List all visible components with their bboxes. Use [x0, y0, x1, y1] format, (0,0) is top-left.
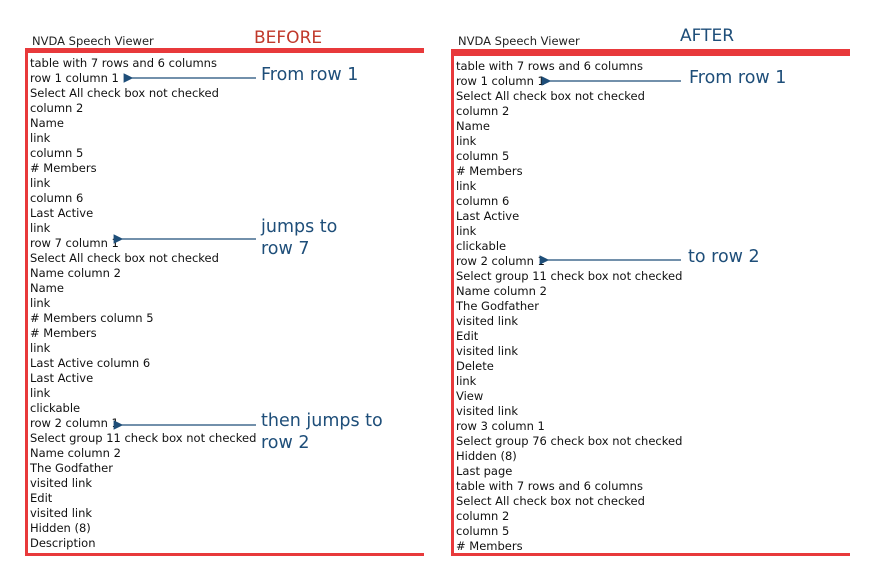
before-speech-line: Name column 2: [30, 446, 121, 460]
before-annotation-then-jumps-to: then jumps to: [261, 411, 383, 431]
before-speech-line: link: [30, 386, 51, 400]
before-speech-line: Select All check box not checked: [30, 251, 219, 265]
before-label: BEFORE: [254, 28, 323, 48]
after-speech-line: The Godfather: [456, 299, 539, 313]
after-speech-line: Last page: [456, 464, 513, 478]
after-speech-line: visited link: [456, 344, 519, 358]
before-speech-line: link: [30, 296, 51, 310]
before-window-title: NVDA Speech Viewer: [32, 34, 154, 48]
after-speech-line: row 3 column 1: [456, 419, 545, 433]
after-annotation-from-row-1: From row 1: [689, 68, 787, 88]
after-speech-line: Select All check box not checked: [456, 89, 645, 103]
after-speech-line: # Members: [456, 164, 523, 178]
before-annotation-row-2: row 2: [261, 433, 310, 453]
before-speech-line: Description: [30, 536, 96, 550]
after-speech-line: visited link: [456, 314, 519, 328]
before-speech-line: Select group 11 check box not checked: [30, 431, 257, 445]
after-speech-line: # Members: [456, 539, 523, 553]
before-speech-line: row 7 column 1: [30, 236, 119, 250]
after-annotation-to-row-2: to row 2: [688, 247, 760, 267]
before-speech-line: visited link: [30, 476, 93, 490]
before-speech-line: link: [30, 176, 51, 190]
before-speech-line: link: [30, 221, 51, 235]
after-speech-line: Last Active: [456, 209, 520, 223]
after-speech-line: column 5: [456, 149, 510, 163]
after-speech-line: Edit: [456, 329, 479, 343]
after-speech-line: Select group 11 check box not checked: [456, 269, 683, 283]
before-speech-line: row 1 column 1: [30, 71, 119, 85]
after-window-title: NVDA Speech Viewer: [458, 34, 580, 48]
after-speech-line: Hidden (8): [456, 449, 517, 463]
before-speech-line: clickable: [30, 401, 81, 415]
after-speech-line: link: [456, 179, 477, 193]
after-speech-line: column 5: [456, 524, 510, 538]
after-speech-line: row 1 column 1: [456, 74, 545, 88]
before-speech-line: Select All check box not checked: [30, 86, 219, 100]
after-speech-line: row 2 column 1: [456, 254, 545, 268]
before-speech-line: Name column 2: [30, 266, 121, 280]
after-speech-line: clickable: [456, 239, 507, 253]
after-speech-line: link: [456, 134, 477, 148]
before-speech-line: The Godfather: [30, 461, 113, 475]
before-speech-line: Last Active column 6: [30, 356, 151, 370]
before-speech-line: # Members: [30, 161, 97, 175]
before-speech-line: table with 7 rows and 6 columns: [30, 56, 217, 70]
after-speech-line: Name column 2: [456, 284, 547, 298]
before-speech-line: # Members: [30, 326, 97, 340]
before-speech-line: column 6: [30, 191, 84, 205]
after-speech-line: table with 7 rows and 6 columns: [456, 59, 643, 73]
after-speech-line: column 6: [456, 194, 510, 208]
before-speech-line: visited link: [30, 506, 93, 520]
before-speech-line: column 5: [30, 146, 84, 160]
after-speech-line: table with 7 rows and 6 columns: [456, 479, 643, 493]
before-speech-line: column 2: [30, 101, 84, 115]
after-speech-line: Select All check box not checked: [456, 494, 645, 508]
after-speech-line: View: [456, 389, 484, 403]
after-speech-line: Delete: [456, 359, 494, 373]
before-speech-line: Hidden (8): [30, 521, 91, 535]
before-speech-line: Name: [30, 116, 64, 130]
after-speech-line: Name: [456, 119, 490, 133]
before-speech-line: Name: [30, 281, 64, 295]
before-speech-line: link: [30, 341, 51, 355]
before-annotation-jumps-to: jumps to: [261, 217, 338, 237]
after-speech-line: Select group 76 check box not checked: [456, 434, 683, 448]
after-speech-line: column 2: [456, 104, 510, 118]
before-speech-line: link: [30, 131, 51, 145]
after-label: AFTER: [680, 26, 735, 46]
before-speech-line: Last Active: [30, 206, 94, 220]
before-annotation-from-row-1: From row 1: [261, 65, 359, 85]
before-speech-line: # Members column 5: [30, 311, 154, 325]
after-speech-line: visited link: [456, 404, 519, 418]
after-speech-line: link: [456, 224, 477, 238]
before-speech-line: Edit: [30, 491, 53, 505]
before-annotation-row-7: row 7: [261, 239, 310, 259]
before-speech-line: Last Active: [30, 371, 94, 385]
before-speech-line: row 2 column 1: [30, 416, 119, 430]
after-speech-line: link: [456, 374, 477, 388]
after-speech-line: column 2: [456, 509, 510, 523]
